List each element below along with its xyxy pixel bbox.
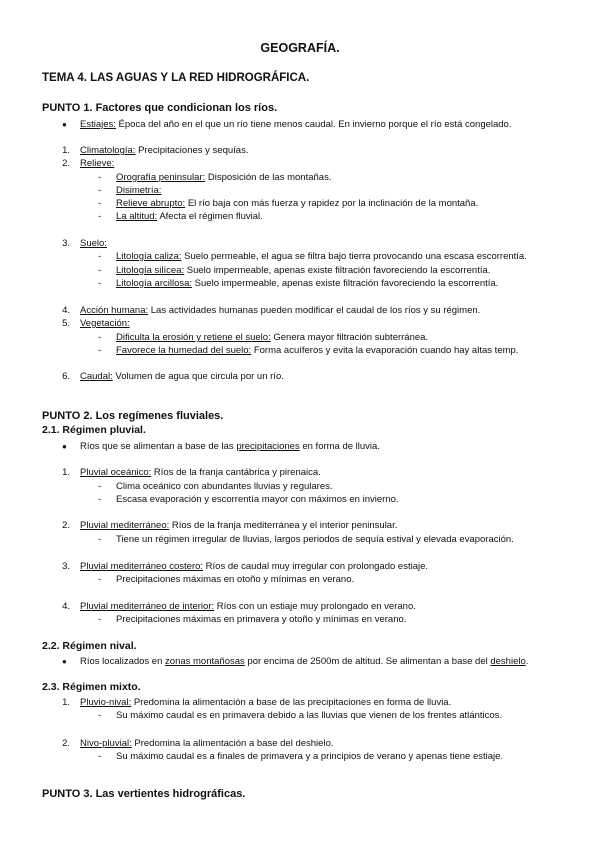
list-item: Vegetación: xyxy=(80,318,130,329)
list-item: Ríos que se alimentan a base de las precipitaciones en forma de lluvia. xyxy=(80,441,380,452)
dash-icon: - xyxy=(98,710,102,721)
list-item: Acción humana: Las actividades humanas pueden modificar el caudal de los ríos y su régimen. xyxy=(80,305,481,316)
list-item: Precipitaciones máximas en otoño y mínimas en verano. xyxy=(116,574,355,585)
dash-icon: - xyxy=(98,185,102,196)
dash-icon: - xyxy=(98,481,102,492)
dash-icon: - xyxy=(98,494,102,505)
dash-icon: - xyxy=(98,172,102,183)
dash-icon: - xyxy=(98,332,102,343)
bullet-icon: ● xyxy=(62,120,67,129)
list-item: Disimetría: xyxy=(116,185,162,196)
list-item: Nivo-pluvial: Predomina la alimentación a base del deshielo. xyxy=(80,738,334,749)
dash-icon: - xyxy=(98,345,102,356)
list-item: Litología silícea: Suelo impermeable, apenas existe filtración favoreciendo la escorrentía. xyxy=(116,265,491,276)
list-number: 2. xyxy=(62,738,70,749)
punto2-heading: PUNTO 2. Los regímenes fluviales. xyxy=(42,410,224,422)
list-number: 4. xyxy=(62,305,70,316)
section-heading: 2.1. Régimen pluvial. xyxy=(42,424,146,436)
page-title: GEOGRAFÍA. xyxy=(260,41,340,55)
list-item: Caudal: Volumen de agua que circula por un río. xyxy=(80,371,284,382)
punto1-heading: PUNTO 1. Factores que condicionan los ríos. xyxy=(42,102,278,114)
list-item: Su máximo caudal es en primavera debido a las lluvias que vienen de los frentes atlánticos. xyxy=(116,710,503,721)
list-item: Litología caliza: Suelo permeable, el agua se filtra bajo tierra provocando una escasa escorrentía. xyxy=(116,251,527,262)
list-number: 1. xyxy=(62,697,70,708)
dash-icon: - xyxy=(98,265,102,276)
dash-icon: - xyxy=(98,211,102,222)
list-item: Tiene un régimen irregular de lluvias, largos periodos de sequía estival y elevada evaporación. xyxy=(116,534,514,545)
list-item: Orografía peninsular: Disposición de las montañas. xyxy=(116,172,332,183)
list-item: Pluvial mediterráneo: Ríos de la franja mediterránea y el interior peninsular. xyxy=(80,520,398,531)
list-item: Suelo: xyxy=(80,238,107,249)
list-item: Pluvial mediterráneo de interior: Ríos con un estiaje muy prolongado en verano. xyxy=(80,601,416,612)
list-number: 4. xyxy=(62,601,70,612)
list-number: 2. xyxy=(62,158,70,169)
punto3-heading: PUNTO 3. Las vertientes hidrográficas. xyxy=(42,788,246,800)
dash-icon: - xyxy=(98,278,102,289)
dash-icon: - xyxy=(98,534,102,545)
list-item: La altitud: Afecta el régimen fluvial. xyxy=(116,211,263,222)
list-item: Pluvio-nival: Predomina la alimentación a base de las precipitaciones en forma de lluvia. xyxy=(80,697,452,708)
list-number: 1. xyxy=(62,467,70,478)
list-number: 2. xyxy=(62,520,70,531)
list-item: Climatología: Precipitaciones y sequías. xyxy=(80,145,249,156)
dash-icon: - xyxy=(98,751,102,762)
list-item: Pluvial mediterráneo costero: Ríos de caudal muy irregular con prolongado estiaje. xyxy=(80,561,429,572)
list-item: Relieve: xyxy=(80,158,115,169)
dash-icon: - xyxy=(98,614,102,625)
list-item: Dificulta la erosión y retiene el suelo: Genera mayor filtración subterránea. xyxy=(116,332,429,343)
list-item: Escasa evaporación y escorrentía mayor con máximos en invierno. xyxy=(116,494,399,505)
list-number: 1. xyxy=(62,145,70,156)
section-heading: 2.3. Régimen mixto. xyxy=(42,681,141,693)
list-item: Precipitaciones máximas en primavera y otoño y mínimas en verano. xyxy=(116,614,407,625)
list-item: Ríos localizados en zonas montañosas por encima de 2500m de altitud. Se alimentan a base del deshielo. xyxy=(80,656,529,667)
list-item: Relieve abrupto: El río baja con más fuerza y rapidez por la inclinación de la montaña. xyxy=(116,198,479,209)
list-number: 6. xyxy=(62,371,70,382)
list-item: Su máximo caudal es a finales de primavera y a principios de verano y apenas tiene estiaje. xyxy=(116,751,504,762)
dash-icon: - xyxy=(98,574,102,585)
section-heading: 2.2. Régimen nival. xyxy=(42,640,137,652)
dash-icon: - xyxy=(98,198,102,209)
list-number: 3. xyxy=(62,561,70,572)
estiajes-line: Estiajes: Época del año en el que un río tiene menos caudal. En invierno porque el río está congelado. xyxy=(80,119,512,130)
tema-heading: TEMA 4. LAS AGUAS Y LA RED HIDROGRÁFICA. xyxy=(42,72,310,84)
bullet-icon: ● xyxy=(62,657,67,666)
list-item: Litología arcillosa: Suelo impermeable, apenas existe filtración favoreciendo la escorrentía. xyxy=(116,278,499,289)
bullet-icon: ● xyxy=(62,442,67,451)
list-item: Favorece la humedad del suelo: Forma acuíferos y evita la evaporación cuando hay altas temp. xyxy=(116,345,519,356)
list-number: 5. xyxy=(62,318,70,329)
list-item: Pluvial oceánico: Ríos de la franja cantábrica y pirenaica. xyxy=(80,467,321,478)
list-number: 3. xyxy=(62,238,70,249)
dash-icon: - xyxy=(98,251,102,262)
list-item: Clima oceánico con abundantes lluvias y regulares. xyxy=(116,481,333,492)
